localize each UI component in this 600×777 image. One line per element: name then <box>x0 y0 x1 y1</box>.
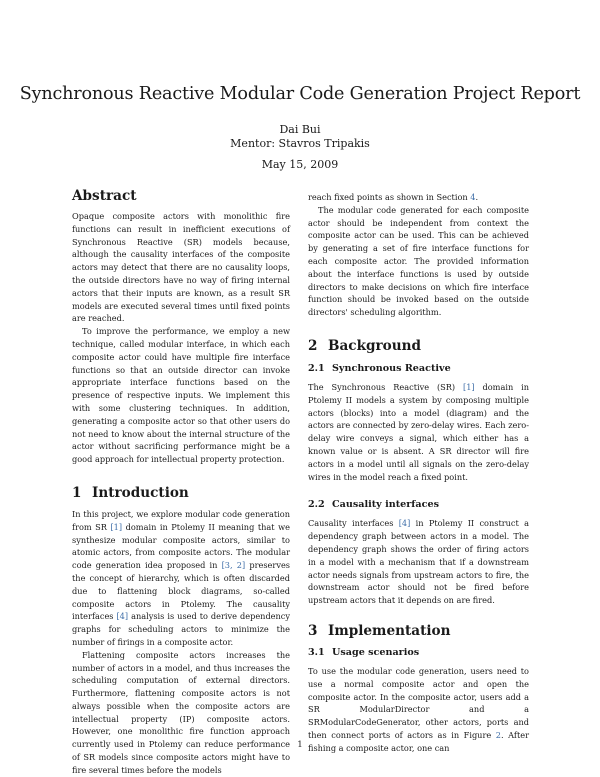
subsection-title: Causality interfaces <box>332 499 439 511</box>
section-number: 1 <box>72 484 82 501</box>
intro-paragraph-2-continued <box>308 191 529 204</box>
subsection-title: Usage scenarios <box>332 646 420 658</box>
subsection-number: 2.1 <box>308 362 325 374</box>
citation-link[interactable]: [4] <box>116 611 129 622</box>
citation-link[interactable]: [3, 2] <box>221 560 246 571</box>
page-number: 1 <box>297 740 303 750</box>
citation-link[interactable]: [1] <box>110 521 123 532</box>
subsection-heading-causality <box>308 498 529 511</box>
intro-paragraph-3: The modular code generated for each composite actor should be independent from context the composite actor can be used. This can be achieved by generating a set of fire interface functions for each composite actor. The provided information about the interface functions is used by outside directors to make decisions on which fire interface function should be invoked based on the outside directors' scheduling algorithm. <box>308 204 529 318</box>
abstract-heading: Abstract <box>72 188 137 204</box>
section-link[interactable]: 4 <box>470 192 476 202</box>
subsection-number: 3.1 <box>308 646 325 658</box>
section-heading-background <box>308 338 529 354</box>
author-name: Dai Bui <box>279 123 321 136</box>
section-title: Introduction <box>92 484 189 501</box>
figure-link[interactable]: 2 <box>495 729 501 740</box>
paper-date: May 15, 2009 <box>261 158 339 171</box>
text-run: Causality interfaces <box>308 518 399 529</box>
text-run: . After fishing a composite actor, one can <box>308 729 530 753</box>
text-run: In this project, we explore modular code generation from SR <box>72 508 290 532</box>
text-run: domain in Ptolemy II models a system by composing multiple actors (blocks) into a model (diagram) and the actors are connected by zero-delay wires. Each zero-delay wire conveys a signal, which either has a known value or is absent. A SR director will fire actors in a model until all signals on the zero-delay wires in the model reach a fixed point. <box>308 381 529 482</box>
text-run: To use the modular code generation, users need to use a normal composite actor and open the composite actor. In the composite actor, users add a SR ModularDirector and a SRModularCodeGenerator, other actors, ports and then connect ports of actors as in Figure <box>308 665 529 740</box>
paper-title: Synchronous Reactive Modular Code Generation Project Report <box>19 84 581 104</box>
section-number: 2 <box>308 337 318 354</box>
text-run: in Ptolemy II construct a dependency graph between actors in a model. The dependency graph shows the order of firing actors in a model with a mechanism that if a downstream actor needs signals from upstream actors to fire, the downstream actor should not be fired before upstream actors that it depends on are fired. <box>308 518 529 606</box>
sr-paragraph <box>308 381 529 483</box>
text-run: preserves the concept of hierarchy, which is often discarded due to flattening block diagrams, so-called composite actors in Ptolemy. The causality interfaces <box>72 560 290 622</box>
abstract-paragraph-2: To improve the performance, we employ a new technique, called modular interface, in which each composite actor could have multiple fire interface functions so that an outside director can invoke appropriate interface functions based on the presence of respective inputs. We implement this with some clustering techniques. In addition, generating a composite actor so that other users do not need to know about the internal structure of the actor without sacrificing performance might be a good approach for intellectual property protection. <box>72 326 290 465</box>
citation-link[interactable]: [1] <box>463 381 475 392</box>
section-heading-implementation <box>308 623 529 639</box>
subsection-title: Synchronous Reactive <box>332 362 451 374</box>
subsection-heading-usage <box>308 646 529 659</box>
text-run: domain in Ptolemy II meaning that we synthesize modular composite actors, similar to atomic actors, from composite actors. The modular code generation idea proposed in <box>72 521 290 571</box>
text-run: analysis is used to derive dependency graphs for scheduling actors to minimize the number of firings in a composite actor. <box>72 611 291 647</box>
section-title: Background <box>328 337 421 354</box>
section-heading-introduction <box>72 485 290 501</box>
intro-paragraph-2: Flattening composite actors increases the number of actors in a model, and thus increases the scheduling computation of external directors. Furthermore, flattening composite actors is not always possible when the composite actors are intellectual property (IP) composite actors. However, one monolithic fire function approach currently used in Ptolemy can reduce performance of SR models since composite actors might have to fire several times before the models <box>72 649 290 775</box>
section-title: Implementation <box>328 622 451 639</box>
subsection-heading-sr <box>308 362 529 375</box>
subsection-number: 2.2 <box>308 499 325 511</box>
mentor-line: Mentor: Stavros Tripakis <box>230 137 370 150</box>
text-run: reach fixed points as shown in Section <box>308 192 471 202</box>
left-column <box>72 188 290 777</box>
causality-paragraph <box>308 517 529 607</box>
text-run: . <box>475 192 479 202</box>
abstract-paragraph-1: Opaque composite actors with monolithic fire functions can result in inefficient executions of Synchronous Reactive (SR) models because, although the causality interfaces of the composite actors may detect that there are no causality loops, the outside directors have no way of firing internal actors that their inputs are known, as a result SR models are executed several times until fixed points are reached. <box>72 211 290 324</box>
intro-paragraph-1 <box>72 508 290 649</box>
right-column <box>308 191 529 755</box>
citation-link[interactable]: [4] <box>398 518 411 529</box>
text-run: The Synchronous Reactive (SR) <box>308 381 464 392</box>
section-number: 3 <box>308 622 318 639</box>
